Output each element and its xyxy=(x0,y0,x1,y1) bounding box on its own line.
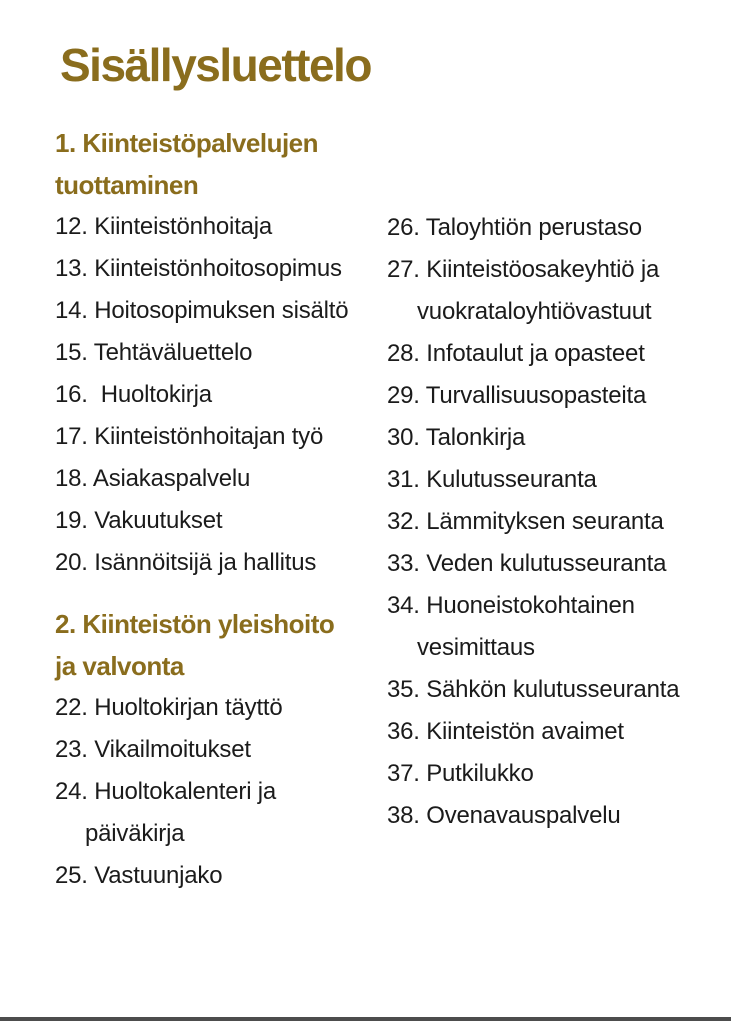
toc-item-line: 12. Kiinteistönhoitaja xyxy=(55,213,273,240)
toc-item xyxy=(55,332,400,374)
toc-heading-line: ja valvonta xyxy=(55,651,184,681)
toc-item xyxy=(387,417,731,459)
toc-item xyxy=(55,771,400,855)
toc-item xyxy=(387,207,731,249)
toc-item-line: 22. Huoltokirjan täyttö xyxy=(55,694,283,721)
toc-item-line: 13. Kiinteistönhoitosopimus xyxy=(55,255,342,282)
toc-item xyxy=(55,729,400,771)
toc-heading-line: tuottaminen xyxy=(55,170,199,200)
toc-heading-line: 2. Kiinteistön yleishoito xyxy=(55,609,335,639)
toc-item xyxy=(387,249,731,333)
toc-item-line: 35. Sähkön kulutusseuranta xyxy=(387,676,680,703)
toc-item xyxy=(55,458,400,500)
toc-item-line: 16. Huoltokirja xyxy=(55,381,212,408)
toc-item xyxy=(55,374,400,416)
toc-item-line: 32. Lämmityksen seuranta xyxy=(387,508,664,535)
toc-item-line: 24. Huoltokalenteri ja xyxy=(55,778,277,805)
toc-section-heading xyxy=(55,122,400,206)
toc-item xyxy=(387,711,731,753)
toc-item-line: 33. Veden kulutusseuranta xyxy=(387,550,667,577)
toc-item xyxy=(387,459,731,501)
toc-item-line: vuokrataloyhtiövastuut xyxy=(417,298,652,325)
toc-item xyxy=(55,542,400,584)
toc-item-line: 27. Kiinteistöosakeyhtiö ja xyxy=(387,256,660,283)
toc-item xyxy=(387,501,731,543)
toc-item-line: 31. Kulutusseuranta xyxy=(387,466,597,493)
toc-item xyxy=(55,416,400,458)
toc-item-line: 38. Ovenavauspalvelu xyxy=(387,802,621,829)
toc-item-line: 19. Vakuutukset xyxy=(55,507,223,534)
toc-item-line: 34. Huoneistokohtainen xyxy=(387,592,635,619)
toc-heading-line: 1. Kiinteistöpalvelujen xyxy=(55,128,319,158)
toc-item xyxy=(387,795,731,837)
toc-item-line: 18. Asiakaspalvelu xyxy=(55,465,251,492)
toc-item xyxy=(55,206,400,248)
toc-item-line: 17. Kiinteistönhoitajan työ xyxy=(55,423,324,450)
toc-item xyxy=(387,669,731,711)
toc-item xyxy=(55,248,400,290)
toc-item xyxy=(387,753,731,795)
toc-item-line: 20. Isännöitsijä ja hallitus xyxy=(55,549,317,576)
toc-item-line: 29. Turvallisuusopasteita xyxy=(387,382,647,409)
toc-item-line: 37. Putkilukko xyxy=(387,760,534,787)
page-bottom-bar xyxy=(0,1017,731,1021)
toc-item-line: 26. Taloyhtiön perustaso xyxy=(387,214,642,241)
toc-item xyxy=(387,333,731,375)
toc-item-line: 25. Vastuunjako xyxy=(55,862,223,889)
toc-item-line: 36. Kiinteistön avaimet xyxy=(387,718,624,745)
toc-item xyxy=(55,500,400,542)
page-title: Sisällysluettelo xyxy=(60,39,371,91)
toc-item xyxy=(387,543,731,585)
toc-item-line: 15. Tehtäväluettelo xyxy=(55,339,253,366)
toc-item xyxy=(387,375,731,417)
toc-item xyxy=(55,855,400,897)
toc-item xyxy=(55,290,400,332)
toc-item xyxy=(55,687,400,729)
toc-item-line: vesimittaus xyxy=(417,634,535,661)
toc-item xyxy=(387,585,731,669)
toc-section-heading xyxy=(55,603,400,687)
toc-item-line: 14. Hoitosopimuksen sisältö xyxy=(55,297,349,324)
toc-item-line: 30. Talonkirja xyxy=(387,424,526,451)
toc-item-line: 23. Vikailmoitukset xyxy=(55,736,251,763)
toc-item-line: 28. Infotaulut ja opasteet xyxy=(387,340,645,367)
toc-column-left xyxy=(55,122,400,897)
toc-item-line: päiväkirja xyxy=(85,820,185,847)
toc-column-right xyxy=(387,207,731,837)
